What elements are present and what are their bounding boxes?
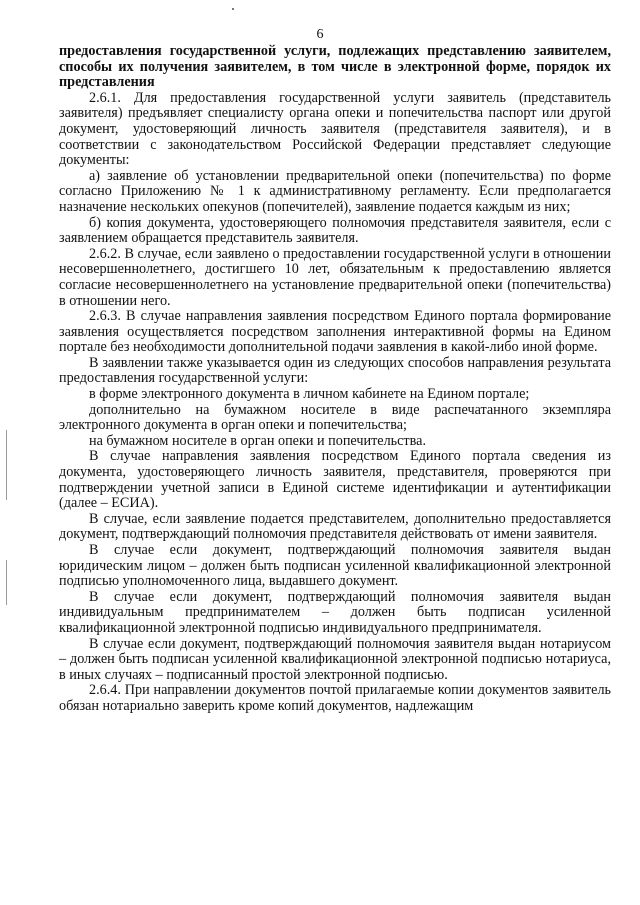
paragraph-representative: В случае, если заявление подается представителем, дополнительно предоставляется документ, подтверждающий полномочия представителя действовать от имени заявителя. — [59, 510, 611, 543]
paragraph-item-b: б) копия документа, удостоверяющего полномочия представителя заявителя, если с заявлением обращается представитель заявителя. — [59, 214, 611, 247]
document-body — [59, 44, 611, 715]
paragraph-2-6-3: 2.6.3. В случае направления заявления посредством Единого портала формирование заявления осуществляется посредством заполнения интерактивной формы на Едином портале без необходимости дополнительной подачи заявления в какой-либо иной форме. — [59, 308, 611, 356]
paragraph-entrepreneur: В случае если документ, подтверждающий полномочия заявителя выдан индивидуальным предпринимателем – должен быть подписан усиленной квалификационной электронной подписью индивидуального предпринимателя. — [59, 588, 611, 636]
paragraph-method-paper: на бумажном носителе в орган опеки и попечительства. — [89, 432, 426, 449]
paragraph-legal-entity: В случае если документ, подтверждающий полномочия заявителя выдан юридическим лицом – должен быть подписан усиленной квалификационной электронной подписью уполномоченного лица, выдавшего документ. — [59, 542, 611, 590]
scan-artifact-dot — [232, 8, 234, 10]
paragraph-delivery-methods: В заявлении также указывается один из следующих способов направления результата предоставления государственной услуги: — [59, 354, 611, 387]
paragraph-item-a: а) заявление об установлении предварительной опеки (попечительства) по форме согласно Приложению № 1 к административному регламенту. Если предполагается назначение нескольких опекунов (попечителей), заявление подается каждым из них; — [59, 167, 611, 215]
paragraph-2-6-4: 2.6.4. При направлении документов почтой прилагаемые копии документов заявитель обязан нотариально заверить кроме копий документов, надлежащим — [59, 682, 611, 714]
paragraph-method-paper-additional: дополнительно на бумажном носителе в виде распечатанного экземпляра электронного документа в орган опеки и попечительства; — [59, 401, 611, 434]
section-heading: предоставления государственной услуги, подлежащих представлению заявителем, способы их получения заявителем, в том числе в электронной форме, порядок их представления — [59, 43, 611, 91]
paragraph-method-electronic: в форме электронного документа в личном кабинете на Едином портале; — [89, 386, 530, 403]
scan-artifact-line — [6, 430, 7, 500]
scan-artifact-line — [6, 560, 7, 605]
paragraph-2-6-1: 2.6.1. Для предоставления государственной услуги заявитель (представитель заявителя) предъявляет специалисту органа опеки и попечительства паспорт или другой документ, удостоверяющий личность заявителя (представителя заявителя), и в соответствии с законодательством Российской Федерации представляет следующие документы: — [59, 89, 611, 169]
paragraph-2-6-2: 2.6.2. В случае, если заявлено о предоставлении государственной услуги в отношении несовершеннолетнего, достигшего 10 лет, обязательным к предоставлению является согласие несовершеннолетнего на установление предварительной опеки (попечительства) в отношении него. — [59, 245, 611, 309]
paragraph-notary: В случае если документ, подтверждающий полномочия заявителя выдан нотариусом – должен быть подписан усиленной квалификационной электронной подписью нотариуса, в иных случаях – подписанный простой электронной подписью. — [59, 635, 611, 683]
paragraph-esia: В случае направления заявления посредством Единого портала сведения из документа, удостоверяющего личность заявителя, представителя, проверяются при подтверждении учетной записи в Единой системе идентификации и аутентификации (далее – ЕСИА). — [59, 448, 611, 512]
page-number: 6 — [316, 27, 324, 42]
